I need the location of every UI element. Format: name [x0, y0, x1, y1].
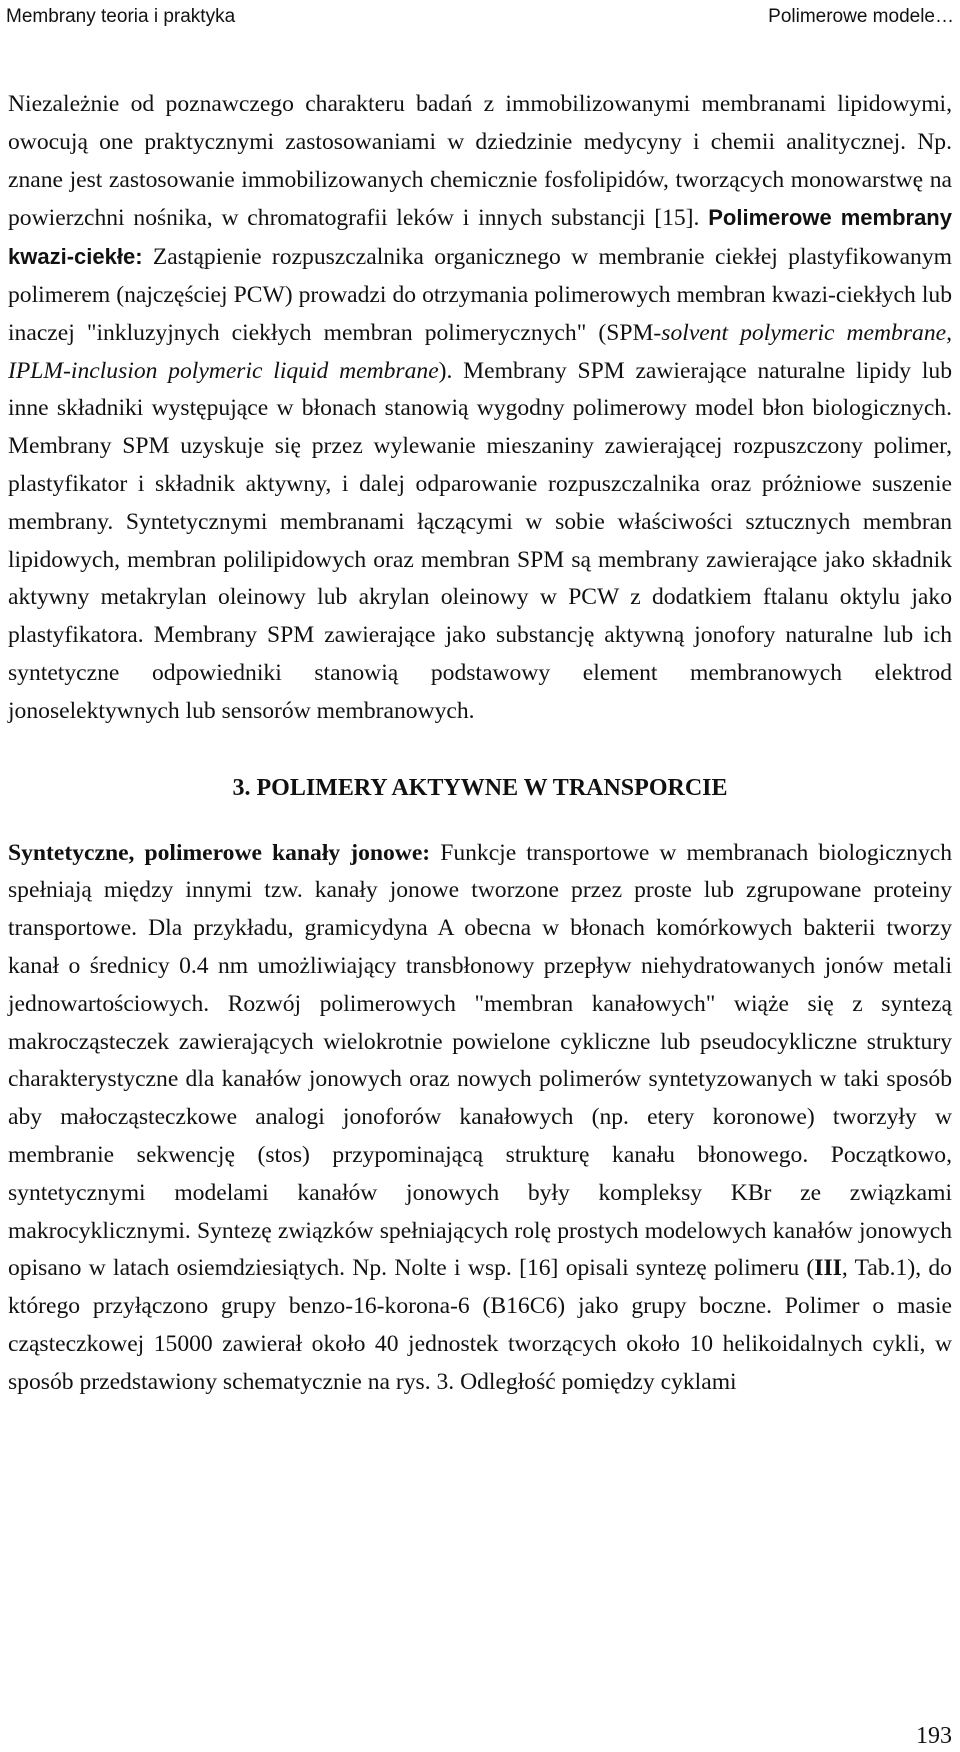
paragraph-text: ). Membrany SPM zawierające naturalne lipidy lub inne składniki występujące w błonach stanowią wygodny polimerowy model błon biologicznych. Membrany SPM uzyskuje się przez wylewanie mieszaniny zawierającej rozpuszczony polimer, plastyfikator i składnik aktywny, i dalej odparowanie rozpuszczalnika oraz próżniowe suszenie membrany. Syntetycznymi membranami łączącymi w sobie właściwości sztucznych membran lipidowych, membran polilipidowych oraz membran SPM są membrany zawierające jako składnik aktywny metakrylan oleinowy lub akrylan oleinowy w PCW z dodatkiem ftalanu oktylu jako plastyfikatora. Membrany SPM zawierające jako substancję aktywną jonofory naturalne lub ich syntetyczne odpowiedniki stanowią podstawowy element membranowych elektrod jonoselektywnych lub sensorów membranowych.: [8, 357, 952, 724]
lead-quasi-liquid-membranes: Polimerowe membrany kwazi-ciekłe:: [8, 205, 952, 270]
paragraph-immobilized-membranes: [8, 86, 952, 731]
paragraph-ion-channels: [8, 835, 952, 1402]
page-body: [8, 86, 952, 1402]
bold-reference: III: [814, 1255, 842, 1282]
paragraph-intro-text: Niezależnie od poznawczego charakteru badań z immobilizowanymi membranami lipidowymi, owocują one praktycznymi zastosowaniami w dziedzinie medycyny i chemii analitycznej. Np. znane jest zastosowanie immobilizowanych chemicznie fosfolipidów, tworzących monowarstwę na powierzchni nośnika, w chromatografii leków i innych substancji [15].: [8, 91, 952, 232]
running-header: [6, 2, 954, 32]
header-chapter-title: Polimerowe modele…: [768, 6, 954, 27]
header-book-title: Membrany teoria i praktyka: [6, 6, 236, 27]
section-heading: 3. POLIMERY AKTYWNE W TRANSPORCIE: [232, 774, 728, 801]
lead-synthetic-ion-channels: Syntetyczne, polimerowe kanały jonowe:: [8, 839, 431, 866]
italic-term: solvent polymeric membrane, IPLM-inclusion polymeric liquid membrane: [8, 319, 952, 384]
paragraph-text: Funkcje transportowe w membranach biologicznych spełniają między innymi tzw. kanały jonowe tworzone przez proste lub zgrupowane proteiny transportowe. Dla przykładu, gramicydyna A obecna w błonach komórkowych bakterii tworzy kanał o średnicy 0.4 nm umożliwiający transbłonowy przepływ niehydratowanych jonów metali jednowartościowych. Rozwój polimerowych "membran kanałowych" wiąże się z syntezą makrocząsteczek zawierających wielokrotnie powielone cykliczne lub pseudocykliczne struktury charakterystyczne dla kanałów jonowych oraz nowych polimerów syntetyzowanych w taki sposób aby małocząsteczkowe analogi jonoforów kanałowych (np. etery koronowe) tworzyły w membranie sekwencję (stos) przypominającą strukturę kanału błonowego. Początkowo, syntetycznymi modelami kanałów jonowych były kompleksy KBr ze związkami makrocyklicznymi. Syntezę związków spełniających rolę prostych modelowych kanałów jonowych opisano w latach osiemdziesiątych. Np. Nolte i wsp. [16] opisali syntezę polimeru (: [8, 839, 953, 1282]
paragraph-text: Zastąpienie rozpuszczalnika organicznego w membranie ciekłej plastyfikowanym polimerem (najczęściej PCW) prowadzi do otrzymania polimerowych membran kwazi-ciekłych lub inaczej "inkluzyjnych ciekłych membran polimerycznych" (SPM-: [8, 244, 952, 346]
paragraph-text: , Tab.1), do którego przyłączono grupy benzo-16-korona-6 (B16C6) jako grupy boczne. Polimer o masie cząsteczkowej 15000 zawierał około 40 jednostek tworzących około 10 helikoidalnych cykli, w sposób przedstawiony schematycznie na rys. 3. Odległość pomiędzy cyklami: [8, 1255, 952, 1395]
page-number: 193: [916, 1723, 952, 1749]
